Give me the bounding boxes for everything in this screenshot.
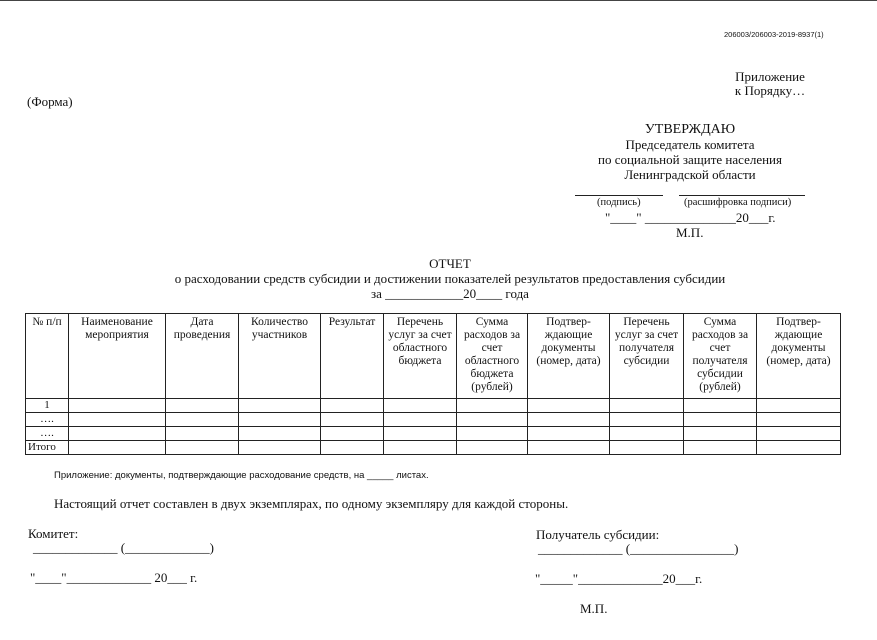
col-header-recipient-documents: Подтвер-ждающие документы (номер, дата) bbox=[757, 314, 841, 399]
row-number: …. bbox=[26, 427, 69, 441]
report-title: ОТЧЕТ bbox=[429, 256, 471, 271]
page-top-edge bbox=[0, 0, 877, 1]
approval-line3: Ленинградской области bbox=[624, 167, 756, 182]
report-table bbox=[25, 313, 841, 455]
document-code: 206003/206003-2019-8937(1) bbox=[724, 30, 824, 39]
table-row bbox=[26, 399, 841, 413]
recipient-label: Получатель субсидии: bbox=[536, 527, 660, 542]
col-header-regional-amount: Сумма расходов за счет областного бюджета (рублей) bbox=[457, 314, 528, 399]
committee-signature-line: _____________ (_____________) bbox=[33, 540, 214, 555]
report-heading bbox=[100, 256, 800, 301]
approval-line2: по социальной защите населения bbox=[597, 152, 782, 167]
approval-stamp: М.П. bbox=[676, 225, 704, 240]
row-number: 1 bbox=[26, 399, 69, 413]
table-row bbox=[26, 427, 841, 441]
approval-block bbox=[570, 122, 810, 182]
decode-line bbox=[679, 195, 805, 196]
report-subtitle: о расходовании средств субсидии и достижении показателей результатов предоставления субсидии bbox=[174, 271, 726, 286]
appendix-line1: Приложение bbox=[735, 69, 805, 84]
committee-label: Комитет: bbox=[28, 526, 79, 541]
table-header-row bbox=[26, 314, 841, 399]
attachment-note: Приложение: документы, подтверждающие расходование средств, на _____ листах. bbox=[54, 470, 429, 481]
committee-date-line: "____"_____________ 20___ г. bbox=[30, 570, 198, 585]
decode-label: (расшифровка подписи) bbox=[684, 197, 792, 208]
row-number: …. bbox=[26, 413, 69, 427]
col-header-regional-services: Перечень услуг за счет областного бюджета bbox=[384, 314, 457, 399]
col-header-recipient-services: Перечень услуг за счет получателя субсидии bbox=[610, 314, 684, 399]
form-label: (Форма) bbox=[27, 94, 73, 109]
col-header-regional-documents: Подтвер-ждающие документы (номер, дата) bbox=[528, 314, 610, 399]
total-label: Итого bbox=[26, 441, 69, 455]
approval-date-line: "____" ______________20___г. bbox=[605, 210, 776, 225]
recipient-stamp: М.П. bbox=[580, 601, 608, 616]
col-header-number: № п/п bbox=[26, 314, 69, 399]
report-period: за ____________20____ года bbox=[371, 286, 529, 301]
recipient-date-line: "_____"_____________20___г. bbox=[535, 571, 703, 586]
table-total-row bbox=[26, 441, 841, 455]
col-header-result: Результат bbox=[321, 314, 384, 399]
col-header-recipient-amount: Сумма расходов за счет получателя субсидии (рублей) bbox=[684, 314, 757, 399]
signature-label: (подпись) bbox=[597, 197, 641, 208]
appendix-note bbox=[690, 70, 850, 98]
col-header-event-name: Наименование мероприятия bbox=[69, 314, 166, 399]
appendix-line2: к Порядку… bbox=[734, 83, 806, 98]
copies-statement: Настоящий отчет составлен в двух экземплярах, по одному экземпляру для каждой стороны. bbox=[54, 496, 569, 511]
approval-title: УТВЕРЖДАЮ bbox=[644, 122, 736, 137]
signature-line bbox=[575, 195, 663, 196]
col-header-participants: Количество участников bbox=[239, 314, 321, 399]
col-header-date: Дата проведения bbox=[166, 314, 239, 399]
recipient-signature-line: _____________ (________________) bbox=[538, 541, 739, 556]
table-row bbox=[26, 413, 841, 427]
approval-line1: Председатель комитета bbox=[625, 137, 755, 152]
